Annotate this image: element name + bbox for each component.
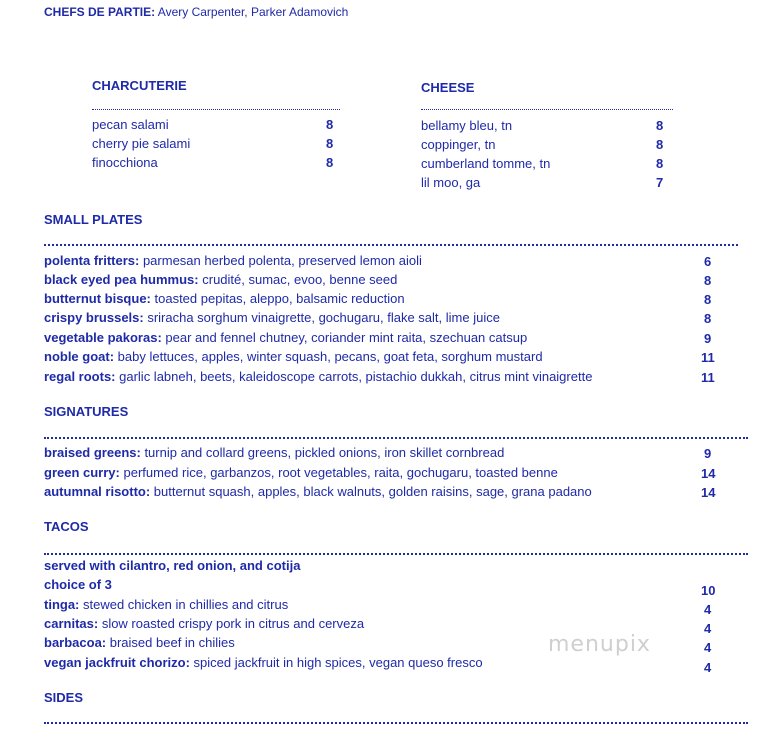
- chefs-names: Avery Carpenter, Parker Adamovich: [157, 5, 349, 19]
- item-price: 8: [656, 118, 664, 133]
- item-price: 6: [704, 254, 712, 269]
- item-price: 4: [704, 640, 712, 655]
- menu-item: barbacoa: braised beef in chilies: [44, 635, 235, 650]
- menu-item: cherry pie salami: [92, 136, 191, 151]
- charcuterie-title: CHARCUTERIE: [92, 78, 187, 93]
- menu-item: cumberland tomme, tn: [421, 156, 551, 171]
- menu-item: regal roots: garlic labneh, beets, kaleidoscope carrots, pistachio dukkah, citrus mint vinaigrette: [44, 369, 593, 384]
- menu-item: lil moo, ga: [421, 175, 481, 190]
- menu-item: vegan jackfruit chorizo: spiced jackfruit in high spices, vegan queso fresco: [44, 655, 483, 670]
- menu-item: black eyed pea hummus: crudité, sumac, evoo, benne seed: [44, 272, 398, 287]
- chefs-line: [44, 5, 348, 19]
- item-price: 9: [704, 331, 712, 346]
- menu-item: green curry: perfumed rice, garbanzos, root vegetables, raita, gochugaru, toasted benne: [44, 465, 558, 480]
- item-price: 14: [701, 466, 716, 481]
- signatures-title: SIGNATURES: [44, 404, 129, 419]
- item-price: 7: [656, 175, 664, 190]
- menu-item: carnitas: slow roasted crispy pork in citrus and cerveza: [44, 616, 365, 631]
- item-price: 4: [704, 660, 712, 675]
- item-price: 8: [656, 137, 664, 152]
- menu-item: autumnal risotto: butternut squash, apples, black walnuts, golden raisins, sage, grana padano: [44, 484, 592, 499]
- item-price: 11: [701, 350, 715, 365]
- menu-item: pecan salami: [92, 117, 169, 132]
- charcuterie-divider: [92, 109, 340, 110]
- small-plates-title: SMALL PLATES: [44, 212, 143, 227]
- item-price: 14: [701, 485, 716, 500]
- menu-item: vegetable pakoras: pear and fennel chutney, coriander mint raita, szechuan catsup: [44, 330, 528, 345]
- item-price: 8: [656, 156, 664, 171]
- tacos-title: TACOS: [44, 519, 89, 534]
- tacos-choice: choice of 3: [44, 577, 112, 592]
- chefs-label: CHEFS DE PARTIE:: [44, 5, 156, 19]
- sides-divider: [44, 722, 748, 724]
- menu-item: tinga: stewed chicken in chillies and citrus: [44, 597, 289, 612]
- cheese-title: CHEESE: [421, 80, 475, 95]
- tacos-served-note: served with cilantro, red onion, and cotija: [44, 558, 301, 573]
- item-price: 8: [704, 311, 712, 326]
- menu-item: noble goat: baby lettuces, apples, winter squash, pecans, goat feta, sorghum mustard: [44, 349, 543, 364]
- menu-item: polenta fritters: parmesan herbed polenta, preserved lemon aioli: [44, 253, 422, 268]
- item-price: 8: [704, 292, 712, 307]
- item-price: 8: [704, 273, 712, 288]
- watermark-logo: menupix: [548, 632, 651, 657]
- item-price: 8: [326, 155, 334, 170]
- item-price: 11: [701, 370, 715, 385]
- tacos-divider: [44, 553, 748, 555]
- item-price: 8: [326, 136, 334, 151]
- item-price: 10: [701, 583, 716, 598]
- menu-item: finocchiona: [92, 155, 158, 170]
- signatures-divider: [44, 437, 748, 439]
- sides-title: SIDES: [44, 690, 84, 705]
- menu-item: braised greens: turnip and collard greens, pickled onions, iron skillet cornbread: [44, 445, 505, 460]
- item-price: 9: [704, 446, 712, 461]
- item-price: 8: [326, 117, 334, 132]
- small-plates-divider: [44, 244, 738, 246]
- menu-item: crispy brussels: sriracha sorghum vinaigrette, gochugaru, flake salt, lime juice: [44, 310, 500, 325]
- menu-item: bellamy bleu, tn: [421, 118, 513, 133]
- item-price: 4: [704, 602, 712, 617]
- cheese-divider: [421, 109, 673, 110]
- item-price: 4: [704, 621, 712, 636]
- menu-item: coppinger, tn: [421, 137, 496, 152]
- menu-item: butternut bisque: toasted pepitas, aleppo, balsamic reduction: [44, 291, 405, 306]
